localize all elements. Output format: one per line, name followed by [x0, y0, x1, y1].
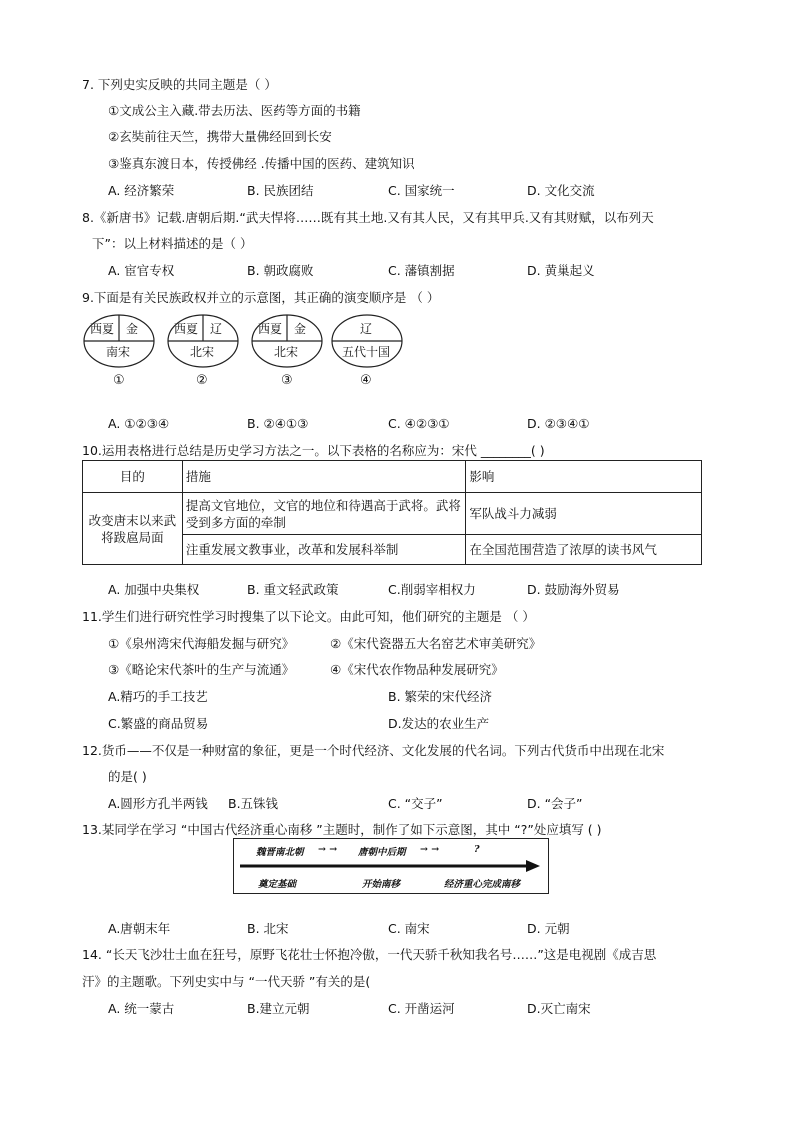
q9-d2-top-right: 辽	[210, 322, 223, 336]
q9-option-a[interactable]: A. ①②③④	[108, 416, 170, 431]
q13-question-mark: ?	[474, 844, 480, 855]
q8-stem-line1: 8.《新唐书》记载.唐朝后期.“武夫悍将……既有其土地.又有其人民，又有其甲兵.又有其财赋，以布列天	[82, 210, 654, 225]
q9-stem: 9.下面是有关民族政权并立的示意图，其正确的演变顺序是 （ ）	[82, 290, 440, 305]
q8-option-b[interactable]: B. 朝政腐败	[247, 263, 314, 278]
q7-item-1: ①文成公主入藏.带去历法、医药等方面的书籍	[108, 103, 361, 118]
q14-option-c[interactable]: C. 开凿运河	[388, 1001, 455, 1016]
q13-diagram	[233, 838, 549, 894]
q9-d4-number: ④	[360, 373, 372, 388]
q8-option-c[interactable]: C. 藩镇割据	[388, 263, 455, 278]
q9-diagram-2	[166, 313, 240, 369]
q7-item-3: ③鉴真东渡日本，传授佛经 .传播中国的医药、建筑知识	[108, 156, 415, 171]
q13-label-tang: 唐朝中后期	[358, 847, 406, 858]
q9-d1-top-left: 西夏	[90, 322, 115, 336]
q13-timeline-arrow	[240, 860, 542, 872]
q8-option-d[interactable]: D. 黄巢起义	[527, 263, 595, 278]
q11-paper-3: ③《略论宋代茶叶的生产与流通》	[108, 662, 295, 677]
q14-stem-line2: 汗》的主题歌。下列史实中与 “一代天骄 ”有关的是(	[82, 974, 371, 989]
q12-option-c[interactable]: C. “交子”	[388, 796, 443, 811]
q11-paper-1: ①《泉州湾宋代海船发掘与研究》	[108, 636, 295, 651]
q13-label-weijin: 魏晋南北朝	[256, 847, 304, 858]
q9-diagram-3	[250, 313, 324, 369]
q9-d4-bottom: 五代十国	[342, 345, 391, 359]
q13-arrows-2: → →	[420, 844, 440, 855]
q12-option-a[interactable]: A.圆形方孔半两钱	[108, 796, 208, 811]
q9-d3-top-left: 西夏	[258, 322, 283, 336]
q9-d2-number: ②	[196, 373, 208, 388]
q10-option-c[interactable]: C.削弱宰相权力	[388, 582, 476, 597]
q13-label-foundation: 奠定基础	[258, 879, 297, 890]
q11-paper-2: ②《宋代瓷器五大名窑艺术审美研究》	[330, 636, 542, 651]
q14-option-d[interactable]: D.灭亡南宋	[527, 1001, 591, 1016]
q10-header-measure: 措施	[182, 461, 466, 493]
q11-option-b[interactable]: B. 繁荣的宋代经济	[388, 689, 493, 704]
q13-label-start: 开始南移	[362, 879, 401, 890]
q9-d4-top: 辽	[360, 322, 373, 336]
q8-stem-line2: 下”：以上材料描述的是（ ）	[92, 236, 253, 251]
q7-option-d[interactable]: D. 文化交流	[527, 183, 595, 198]
q11-option-a[interactable]: A.精巧的手工技艺	[108, 689, 208, 704]
q10-option-a[interactable]: A. 加强中央集权	[108, 582, 200, 597]
q14-stem-line1: 14. “长天飞沙壮士血在狂号，原野飞花壮士怀抱冷傲，一代天骄千秋知我名号……”这是电视剧《成吉思	[82, 947, 657, 962]
q9-diagram-1	[82, 313, 156, 369]
q10-row1-effect: 军队战斗力减弱	[466, 493, 702, 535]
q10-table	[82, 460, 702, 565]
q9-d1-top-right: 金	[126, 322, 139, 336]
q10-purpose-cell: 改变唐末以来武将跋扈局面	[83, 493, 183, 565]
q9-d3-bottom: 北宋	[274, 345, 299, 359]
q12-option-b[interactable]: B.五铢钱	[228, 796, 279, 811]
q8-option-a[interactable]: A. 宦官专权	[108, 263, 175, 278]
q11-paper-4: ④《宋代农作物品种发展研究》	[330, 662, 504, 677]
q10-option-d[interactable]: D. 鼓励海外贸易	[527, 582, 620, 597]
q11-stem: 11.学生们进行研究性学习时搜集了以下论文。由此可知，他们研究的主题是 （ ）	[82, 609, 535, 624]
q10-option-b[interactable]: B. 重文轻武政策	[247, 582, 339, 597]
q9-d3-number: ③	[281, 373, 293, 388]
q10-row2-effect: 在全国范围营造了浓厚的读书风气	[466, 535, 702, 565]
q9-option-c[interactable]: C. ④②③①	[388, 416, 450, 431]
q13-label-complete: 经济重心完成南移	[444, 879, 521, 890]
q10-header-purpose: 目的	[83, 461, 183, 493]
q9-d1-number: ①	[113, 373, 125, 388]
q9-d1-bottom: 南宋	[106, 345, 131, 359]
q11-option-c[interactable]: C.繁盛的商品贸易	[108, 716, 209, 731]
q12-stem-line1: 12.货币——不仅是一种财富的象征，更是一个时代经济、文化发展的代名词。下列古代货币中出现在北宋	[82, 743, 665, 758]
q10-stem: 10.运用表格进行总结是历史学习方法之一。以下表格的名称应为：宋代 ________( )	[82, 443, 545, 458]
q13-option-a[interactable]: A.唐朝末年	[108, 921, 171, 936]
q10-row1-measure: 提高文官地位，文官的地位和待遇高于武将。武将受到多方面的牵制	[182, 493, 466, 535]
q7-stem: 7. 下列史实反映的共同主题是（ ）	[82, 77, 277, 92]
q13-option-b[interactable]: B. 北宋	[247, 921, 289, 936]
q9-option-b[interactable]: B. ②④①③	[247, 416, 309, 431]
q14-option-b[interactable]: B.建立元朝	[247, 1001, 310, 1016]
q13-option-c[interactable]: C. 南宋	[388, 921, 430, 936]
q13-option-d[interactable]: D. 元朝	[527, 921, 570, 936]
q9-d2-top-left: 西夏	[174, 322, 199, 336]
q10-header-effect: 影响	[466, 461, 702, 493]
q7-option-c[interactable]: C. 国家统一	[388, 183, 455, 198]
q9-d2-bottom: 北宋	[190, 345, 215, 359]
q7-option-b[interactable]: B. 民族团结	[247, 183, 314, 198]
q12-stem-line2: 的是( )	[108, 769, 147, 784]
q7-option-a[interactable]: A. 经济繁荣	[108, 183, 175, 198]
q7-item-2: ②玄奘前往天竺，携带大量佛经回到长安	[108, 129, 332, 144]
q11-option-d[interactable]: D.发达的农业生产	[388, 716, 490, 731]
q9-option-d[interactable]: D. ②③④①	[527, 416, 590, 431]
q9-d3-top-right: 金	[294, 322, 307, 336]
q13-arrows-1: → →	[318, 844, 338, 855]
q9-diagram-4	[330, 313, 404, 369]
q14-option-a[interactable]: A. 统一蒙古	[108, 1001, 175, 1016]
q12-option-d[interactable]: D. “会子”	[527, 796, 583, 811]
q10-row2-measure: 注重发展文教事业，改革和发展科举制	[182, 535, 466, 565]
q13-stem: 13.某同学在学习 “中国古代经济重心南移 ”主题时，制作了如下示意图，其中 “?”处应填写 ( )	[82, 822, 602, 837]
